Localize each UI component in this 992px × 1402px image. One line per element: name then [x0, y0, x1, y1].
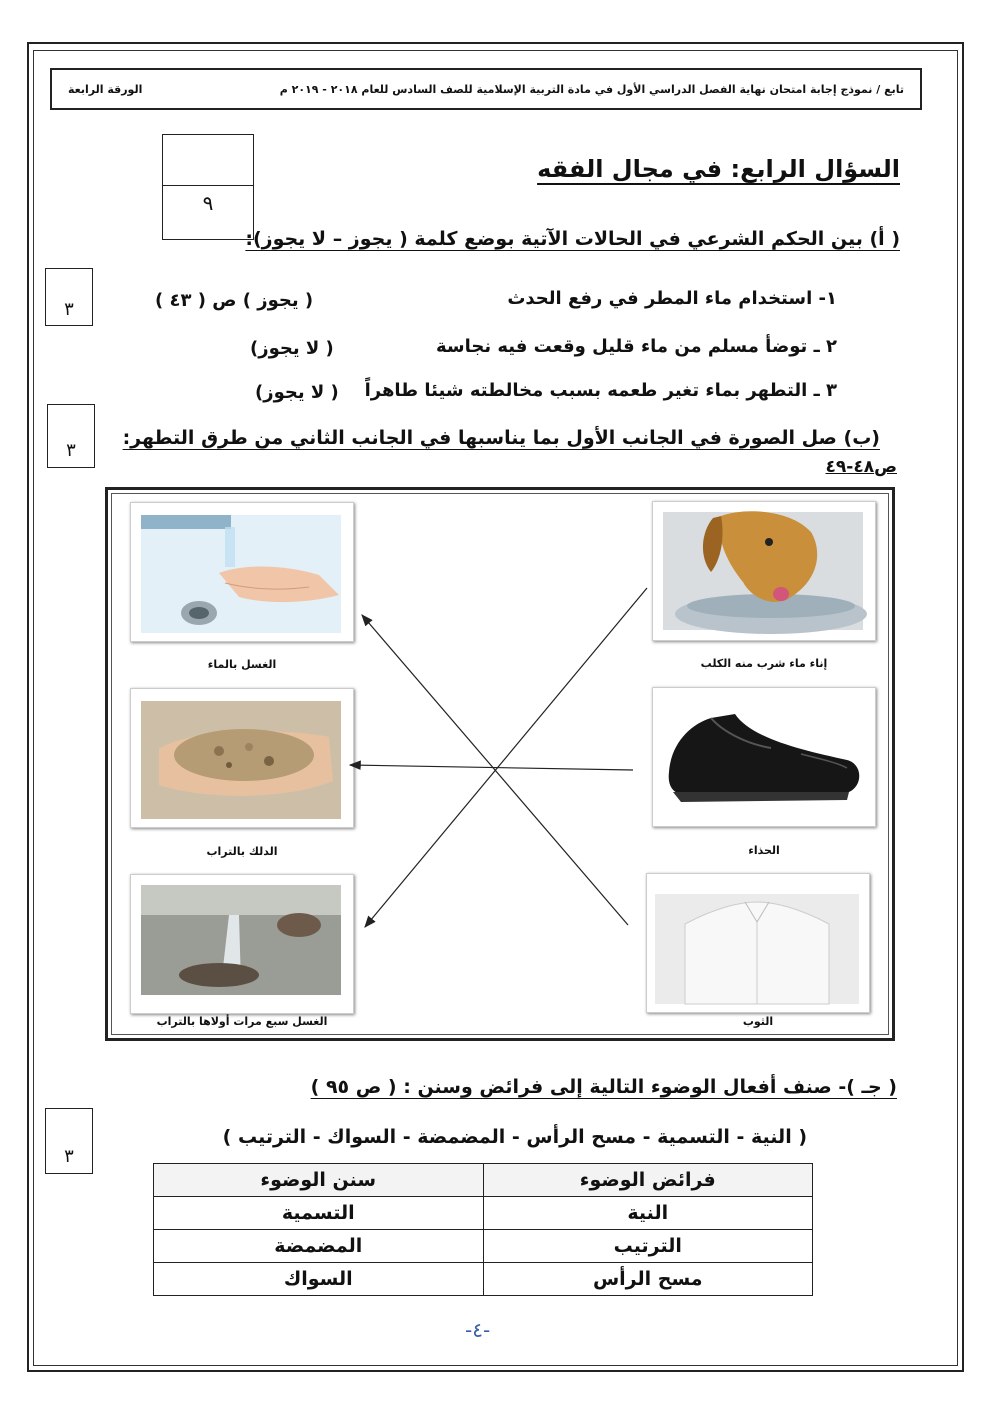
header-sheet: الورقة الرابعة — [68, 82, 143, 96]
header-title: تابع / نموذج إجابة امتحان نهاية الفصل الدراسي الأول في مادة التربية الإسلامية للصف السادس للعام ٢٠١٨ - ٢٠١٩ م — [279, 82, 904, 96]
table-row — [154, 1230, 813, 1263]
part-c-instruction: ( جـ )- صنف أفعال الوضوء التالية إلى فرائض وسنن : ( ص ٩٥ ) — [310, 1076, 897, 1098]
part-b-instruction: (ب) صل الصورة في الجانب الأول بما يناسبها في الجانب الثاني من طرق التطهر: — [122, 427, 880, 449]
table-row — [154, 1197, 813, 1230]
arrow-garment-to-water — [362, 615, 628, 925]
arrow-dog-to-seven-washes — [365, 588, 647, 927]
right-caption-3: الثوب — [742, 1015, 774, 1028]
part-a-item-1: ١- استخدام ماء المطر في رفع الحدث — [507, 288, 837, 309]
right-caption-2: الحذاء — [748, 844, 780, 857]
sunna-cell: السواك — [154, 1263, 484, 1296]
fard-cell: الترتيب — [483, 1230, 813, 1263]
part-a-score: ٣ — [64, 298, 74, 320]
left-caption-3: الغسل سبع مرات أولاها بالتراب — [156, 1015, 328, 1028]
wudu-table — [153, 1163, 813, 1296]
fard-cell: النية — [483, 1197, 813, 1230]
part-c-score: ٣ — [64, 1145, 74, 1167]
left-caption-1: الغسل بالماء — [207, 658, 277, 671]
part-a-item-2: ٢ ـ توضأ مسلم من ماء قليل وقعت فيه نجاسة — [435, 336, 837, 357]
part-c-words: ( النية - التسمية - مسح الرأس - المضمضة - السواك - الترتيب ) — [222, 1126, 807, 1148]
question-total-score: ٩ — [202, 191, 214, 215]
question-title: السؤال الرابع: في مجال الفقه — [537, 155, 900, 183]
right-caption-1: إناء ماء شرب منه الكلب — [700, 657, 828, 670]
col-header-sunan: سنن الوضوء — [154, 1164, 484, 1197]
col-header-fard: فرائض الوضوء — [483, 1164, 813, 1197]
part-a-item-3: ٣ ـ التطهر بماء تغير طعمه بسبب مخالطته شيئا طاهراً — [364, 380, 837, 401]
left-caption-2: الدلك بالتراب — [206, 845, 278, 858]
page-number: -٤- — [465, 1318, 491, 1342]
sunna-cell: التسمية — [154, 1197, 484, 1230]
part-a-answer-1: ( يجوز ) ص ( ٤٣ ) — [155, 290, 314, 311]
fard-cell: مسح الرأس — [483, 1263, 813, 1296]
part-a-answer-3: ( لا يجوز) — [255, 382, 339, 403]
sunna-cell: المضمضة — [154, 1230, 484, 1263]
part-a-answer-2: ( لا يجوز) — [250, 338, 334, 359]
part-b-score: ٣ — [66, 439, 76, 461]
part-b-page-ref: ص٤٨-٤٩ — [825, 457, 897, 477]
table-row — [154, 1263, 813, 1296]
part-a-instruction: ( أ) بين الحكم الشرعي في الحالات الآتية بوضع كلمة ( يجوز – لا يجوز): — [245, 228, 900, 250]
